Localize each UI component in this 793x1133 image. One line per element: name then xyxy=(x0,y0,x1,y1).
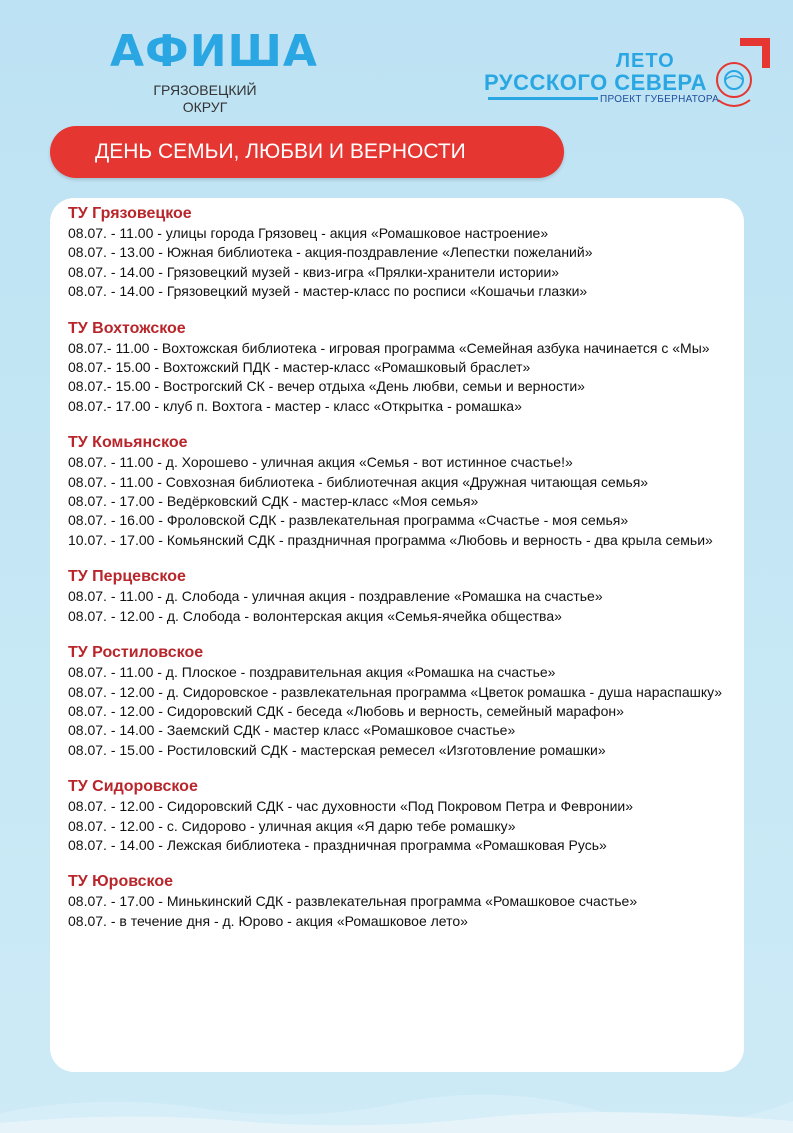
schedule-section xyxy=(68,318,738,417)
logo-line-1: ЛЕТО xyxy=(616,50,675,72)
event-item: 08.07. - 11.00 - д. Хорошево - уличная акция «Семья - вот истинное счастье!» xyxy=(68,454,573,471)
event-item: 08.07. - 17.00 - Минькинский СДК - развлекательная программа «Ромашковое счастье» xyxy=(68,893,638,910)
section-title: ТУ Грязовецкое xyxy=(68,205,192,222)
section-title: ТУ Перцевское xyxy=(68,568,186,586)
event-item: 08.07.- 15.00 - Вохтожский ПДК - мастер-класс «Ромашковый браслет» xyxy=(68,359,531,376)
event-item: 08.07. - 16.00 - Фроловской СДК - развлекательная программа «Счастье - моя семья» xyxy=(68,512,629,529)
event-item: 10.07. - 17.00 - Комьянский СДК - праздничная программа «Любовь и верность - два крыла семьи» xyxy=(68,531,713,548)
district-line-2: ОКРУГ xyxy=(182,99,228,115)
event-item: 08.07. - 14.00 - Лежская библиотека - праздничная программа «Ромашковая Русь» xyxy=(68,836,607,853)
header xyxy=(110,26,318,116)
event-item: 08.07.- 17.00 - клуб п. Вохтога - мастер - класс «Открытка - ромашка» xyxy=(68,397,522,414)
event-item: 08.07. - 11.00 - улицы города Грязовец - акция «Ромашковое настроение» xyxy=(68,225,549,241)
bottom-waves xyxy=(0,1063,793,1133)
event-item: 08.07. - 17.00 - Ведёрковский СДК - мастер-класс «Моя семья» xyxy=(68,493,479,510)
page-title: АФИША xyxy=(110,26,318,77)
logo-line-2: РУССКОГО СЕВЕРА xyxy=(484,70,708,95)
schedule-list xyxy=(68,203,738,947)
section-title: ТУ Сидоровское xyxy=(68,778,198,796)
event-item: 08.07. - 11.00 - д. Слобода - уличная акция - поздравление «Ромашка на счастье» xyxy=(68,588,603,605)
event-item: 08.07. - 14.00 - Грязовецкий музей - квиз-игра «Прялки-хранители истории» xyxy=(68,263,560,280)
event-item: 08.07. - 12.00 - с. Сидорово - уличная акция «Я дарю тебе ромашку» xyxy=(68,817,516,834)
event-banner: ДЕНЬ СЕМЬИ, ЛЮБВИ И ВЕРНОСТИ xyxy=(50,126,564,178)
logo-underline xyxy=(488,97,598,100)
event-item: 08.07. - в течение дня - д. Юрово - акция «Ромашковое лето» xyxy=(68,912,468,929)
schedule-section xyxy=(68,871,738,931)
section-title: ТУ Вохтожское xyxy=(68,319,186,337)
schedule-section xyxy=(68,432,738,550)
event-item: 08.07. - 14.00 - Заемский СДК - мастер класс «Ромашковое счастье» xyxy=(68,722,516,739)
logo-line-3: ПРОЕКТ ГУБЕРНАТОРА xyxy=(600,94,720,105)
schedule-section xyxy=(68,203,738,302)
event-item: 08.07. - 15.00 - Ростиловский СДК - мастерская ремесел «Изготовление ромашки» xyxy=(68,741,606,758)
event-item: 08.07. - 12.00 - Сидоровский СДК - беседа «Любовь и верность, семейный марафон» xyxy=(68,702,624,719)
section-title: ТУ Юровское xyxy=(68,873,174,891)
event-item: 08.07. - 12.00 - Сидоровский СДК - час духовности «Под Покровом Петра и Февронии» xyxy=(68,798,634,815)
schedule-section xyxy=(68,642,738,760)
emblem-icon xyxy=(710,34,774,114)
event-item: 08.07. - 11.00 - Совхозная библиотека - библиотечная акция «Дружная читающая семья» xyxy=(68,473,649,490)
schedule-section xyxy=(68,776,738,855)
event-item: 08.07.- 11.00 - Вохтожская библиотека - игровая программа «Семейная азбука начинается с «Мы» xyxy=(68,339,710,356)
event-item: 08.07.- 15.00 - Вострогский СК - вечер отдыха «День любви, семьи и верности» xyxy=(68,378,585,395)
event-item: 08.07. - 12.00 - д. Слобода - волонтерская акция «Семья-ячейка общества» xyxy=(68,607,562,624)
district-name xyxy=(110,82,300,116)
event-item: 08.07. - 13.00 - Южная библиотека - акция-поздравление «Лепестки пожеланий» xyxy=(68,244,593,261)
event-item: 08.07. - 11.00 - д. Плоское - поздравительная акция «Ромашка на счастье» xyxy=(68,664,556,681)
project-logo xyxy=(482,34,782,114)
schedule-section xyxy=(68,566,738,626)
section-title: ТУ Комьянское xyxy=(68,434,188,452)
district-line-1: ГРЯЗОВЕЦКИЙ xyxy=(153,82,257,98)
section-title: ТУ Ростиловское xyxy=(68,644,204,662)
event-item: 08.07. - 12.00 - д. Сидоровское - развлекательная программа «Цветок ромашка - душа нараспашку» xyxy=(68,683,723,700)
event-item: 08.07. - 14.00 - Грязовецкий музей - мастер-класс по росписи «Кошачьи глазки» xyxy=(68,283,588,300)
